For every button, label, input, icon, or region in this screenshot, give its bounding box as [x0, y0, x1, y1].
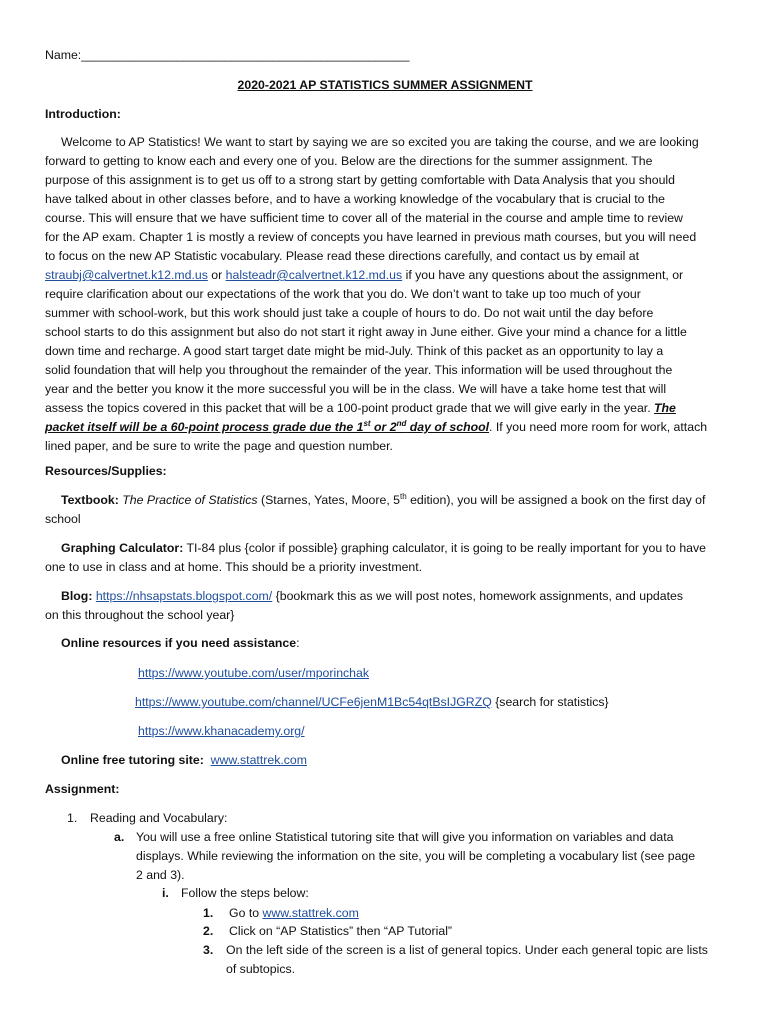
step-number: 3. — [203, 943, 214, 957]
blog-entry: Blog: https://nhsapstats.blogspot.com/ {bookmark this as we will post notes, homework assignments, and updates on this throughout the school year} — [45, 589, 683, 622]
intro-line: for the AP exam. Chapter 1 is mostly a review of concepts you have learned in previous math courses, but you will need — [45, 230, 697, 244]
blog-link[interactable]: https://nhsapstats.blogspot.com/ — [95, 589, 273, 603]
intro-line: school starts to do this assignment but also do not start it right away in June either. Give your mind a chance for a little — [45, 325, 687, 339]
sublist-item-a: You will use a free online Statistical tutoring site that will give you information on variables and data displays. While reviewing the information on the site, you will be completing a vocabulary list (see page 2 and 3). — [136, 830, 696, 882]
intro-paragraph — [45, 133, 725, 456]
intro-line: down time and recharge. A good start target date might be mid-July. Think of this packet as an opportunity to lay a — [45, 344, 664, 358]
textbook-entry: Textbook: The Practice of Statistics (Starnes, Yates, Moore, 5th edition), you will be assigned a book on the first day of school — [45, 491, 706, 526]
intro-line: require clarification about our expectations of the work that you do. We don’t want to take up too much of your — [45, 287, 641, 301]
tutoring-site-entry — [61, 751, 307, 770]
intro-line: solid foundation that will help you throughout the remainder of the year. This information will be used throughout the — [45, 363, 673, 377]
list-item-number: 1. — [67, 811, 78, 825]
step-number: 1. — [203, 906, 214, 920]
textbook-title: The Practice of Statistics — [122, 493, 258, 507]
page-title: 2020-2021 AP STATISTICS SUMMER ASSIGNMENT — [237, 78, 533, 92]
intro-line: have talked about in other classes before, and to have a working knowledge of the vocabulary that is crucial to the — [45, 192, 666, 206]
intro-line: summer with school-work, but this work should just take a couple of hours to do. Do not wait until the day before — [45, 306, 654, 320]
resources-heading: Resources/Supplies: — [45, 464, 167, 478]
textbook-label: Textbook: — [61, 493, 119, 507]
intro-line: purpose of this assignment is to get us off to a strong start by getting comfortable with Data Analysis that you should — [45, 173, 675, 187]
sublist-item-i: Follow the steps below: — [181, 886, 309, 900]
online-resources-heading: Online resources if you need assistance: — [61, 636, 300, 650]
step-3: On the left side of the screen is a list of general topics. Under each general topic are lists of subtopics. — [226, 943, 708, 976]
calculator-entry: Graphing Calculator: TI-84 plus {color if possible} graphing calculator, it is going to be really important for you to have one to use in class and at home. This should be a priority investment. — [45, 541, 706, 574]
intro-line: to focus on the new AP Statistic vocabulary. Please read these directions carefully, and contact us by email at — [45, 249, 639, 263]
name-label: Name: — [45, 48, 82, 62]
tutoring-label: Online free tutoring site: — [61, 753, 204, 767]
email-link-straubj[interactable]: straubj@calvertnet.k12.md.us — [45, 268, 208, 282]
intro-line: Welcome to AP Statistics! We want to start by saying we are so excited you are taking the course, and we are looking — [61, 135, 699, 149]
sublist-marker-a: a. — [114, 830, 125, 844]
youtube-channel-link[interactable]: https://www.youtube.com/channel/UCFe6jenM1Bc54qtBsIJGRZQ — [135, 695, 492, 709]
intro-line: forward to getting to know each and every one of you. Below are the directions for the summer assignment. The — [45, 154, 653, 168]
step-number: 2. — [203, 924, 214, 938]
email-link-halsteadr[interactable]: halsteadr@calvertnet.k12.md.us — [225, 268, 403, 282]
stattrek-step-link[interactable]: www.stattrek.com — [262, 906, 359, 920]
blog-label: Blog: — [61, 589, 93, 603]
assignment-heading: Assignment: — [45, 782, 120, 796]
intro-line: assess the topics covered in this packet that will be a 100-point product grade that we will give early in the year. The — [45, 401, 676, 415]
calculator-label: Graphing Calculator: — [61, 541, 184, 555]
step-2: Click on “AP Statistics” then “AP Tutorial” — [229, 924, 453, 938]
sublist-marker-i: i. — [162, 886, 169, 900]
intro-line: lined paper, and be sure to write the page and question number. — [45, 439, 393, 453]
youtube-channel-entry: https://www.youtube.com/channel/UCFe6jenM1Bc54qtBsIJGRZQ {search for statistics} — [135, 695, 609, 709]
intro-line: straubj@calvertnet.k12.md.us or halsteadr@calvertnet.k12.md.us if you have any questions about the assignment, or — [45, 268, 684, 282]
intro-line: year and the better you know it the more successful you will be in the class. We will have a take home test that will — [45, 382, 667, 396]
khanacademy-link[interactable]: https://www.khanacademy.org/ — [138, 724, 305, 738]
intro-line: packet itself will be a 60-point process grade due the 1st or 2nd day of school. If you need more room for work, attach — [45, 418, 708, 434]
list-item-reading: Reading and Vocabulary: — [90, 811, 228, 825]
youtube-mporinchak-link[interactable]: https://www.youtube.com/user/mporinchak — [138, 666, 370, 680]
step-1: Go to www.stattrek.com — [229, 906, 359, 920]
intro-line: course. This will ensure that we have sufficient time to cover all of the material in the course and ample time to review — [45, 211, 683, 225]
intro-heading: Introduction: — [45, 107, 121, 121]
name-line — [45, 46, 410, 65]
stattrek-link[interactable]: www.stattrek.com — [210, 753, 307, 767]
name-blank[interactable]: ________________________________________________ — [81, 48, 410, 62]
